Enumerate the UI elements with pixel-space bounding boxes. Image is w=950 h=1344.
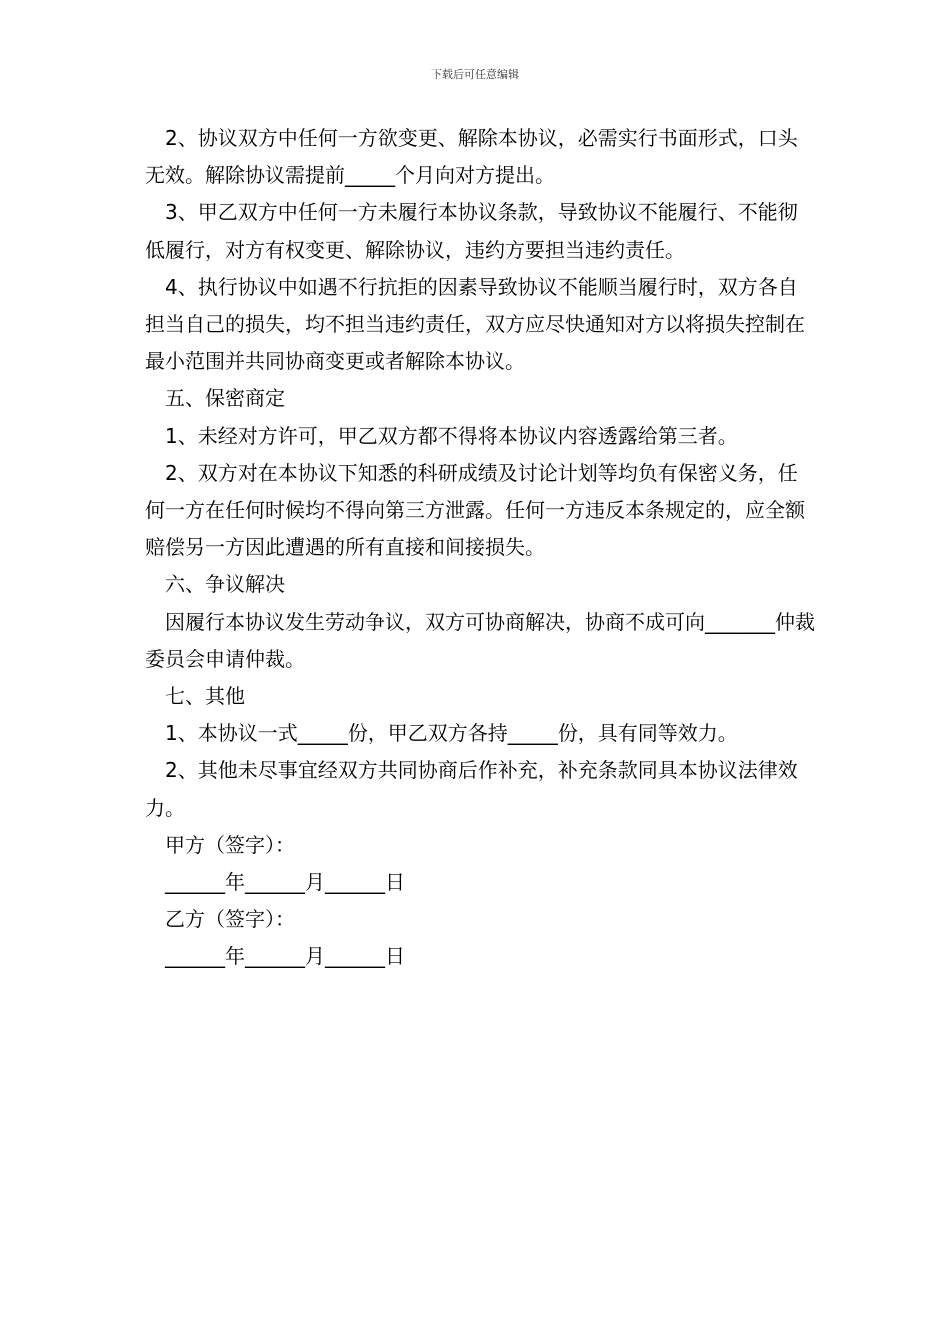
party-a-signature-label: 甲方（签字）：	[165, 832, 295, 857]
section-heading-confidentiality: 五、保密商定	[165, 386, 285, 411]
section-heading-other: 七、其他	[165, 684, 245, 709]
dispute-clause: 因履行本协议发生劳动争议，双方可协商解决，协商不成可向_______仲裁委员会申请仲裁。	[145, 609, 815, 671]
party-a-date-line: ______年______月______日	[165, 870, 405, 895]
clause-4-force-majeure: 4、执行协议中如遇不行抗拒的因素导致协议不能顺当履行时，双方各自担当自己的损失，均不担当违约责任，双方应尽快通知对方以将损失控制在最小范围并共同协商变更或者解除本协议。	[145, 274, 805, 374]
clause-2-modification: 2、协议双方中任何一方欲变更、解除本协议，必需实行书面形式，口头无效。解除协议需提前_____个月向对方提出。	[145, 126, 798, 188]
clause-3-breach: 3、甲乙双方中任何一方未履行本协议条款，导致协议不能履行、不能彻低履行，对方有权变更、解除协议，违约方要担当违约责任。	[145, 200, 798, 262]
page-header: 下载后可任意编辑	[431, 68, 519, 81]
party-b-signature-label: 乙方（签字）：	[165, 907, 295, 932]
confidentiality-clause-2: 2、双方对在本协议下知悉的科研成绩及讨论计划等均负有保密义务，任何一方在任何时候均不得向第三方泄露。任何一方违反本条规定的，应全额赔偿另一方因此遭遇的所有直接和间接损失。	[145, 460, 805, 560]
section-heading-dispute: 六、争议解决	[165, 572, 285, 597]
other-clause-2: 2、其他未尽事宜经双方共同协商后作补充，补充条款同具本协议法律效力。	[145, 758, 798, 820]
document-body	[145, 120, 815, 976]
party-b-date-line: ______年______月______日	[165, 944, 405, 969]
confidentiality-clause-1: 1、未经对方许可，甲乙双方都不得将本协议内容透露给第三者。	[165, 423, 738, 448]
other-clause-1: 1、本协议一式_____份，甲乙双方各持_____份，具有同等效力。	[165, 721, 738, 746]
